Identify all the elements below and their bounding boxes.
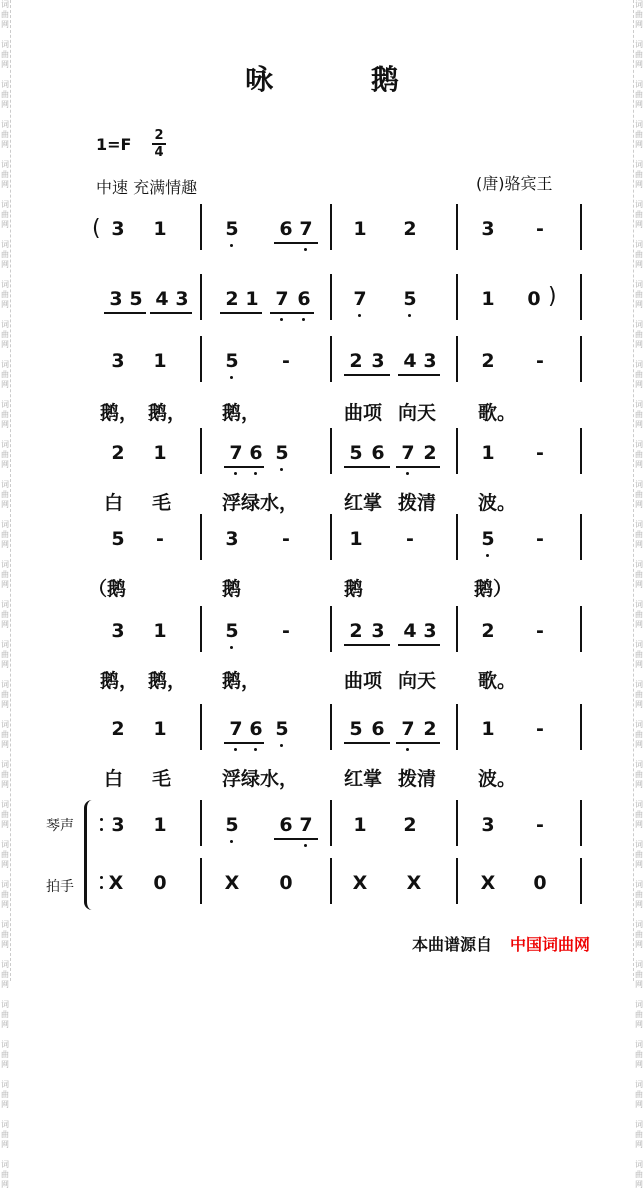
lyric: 向天 (398, 402, 437, 424)
lyric: 波。 (478, 768, 517, 790)
lyric: 曲项 (344, 402, 383, 424)
time-signature-top: 2 (154, 128, 164, 143)
note: 0 (527, 288, 541, 310)
tempo-marking: 中速 充满情趣 (96, 178, 198, 197)
bar-line (580, 428, 582, 474)
note: 3 (225, 528, 239, 550)
note: 3 (111, 218, 125, 240)
note: X (108, 872, 124, 894)
bar-line (330, 514, 332, 560)
note: 6 (249, 718, 263, 740)
beam-line (224, 742, 264, 744)
bar-line (580, 800, 582, 846)
octave-dot (406, 748, 409, 751)
lyric: 鹅， (100, 670, 139, 692)
octave-dot (230, 244, 233, 247)
note: - (406, 528, 414, 550)
bar-line (456, 858, 458, 904)
octave-dot (254, 748, 257, 751)
note: 4 (403, 620, 417, 642)
note: 3 (109, 288, 123, 310)
octave-dot (280, 744, 283, 747)
bar-line (200, 800, 202, 846)
lyric: 红掌 (344, 768, 383, 790)
lyric: 拨清 (398, 492, 437, 514)
octave-dot (304, 248, 307, 251)
note: - (536, 718, 544, 740)
note: - (282, 350, 290, 372)
note: X (352, 872, 368, 894)
note: 5 (225, 814, 239, 836)
footer-site: 中国词曲网 (510, 935, 591, 954)
beam-line (270, 312, 314, 314)
note: 1 (153, 350, 167, 372)
note: 1 (481, 442, 495, 464)
note: - (536, 620, 544, 642)
bar-line (456, 204, 458, 250)
beam-line (150, 312, 192, 314)
lyric: 波。 (478, 492, 517, 514)
note: 7 (353, 288, 367, 310)
note: 6 (279, 218, 293, 240)
note: 2 (481, 350, 495, 372)
lyric: 向天 (398, 670, 437, 692)
bar-line (580, 514, 582, 560)
beam-line (274, 838, 318, 840)
beam-line (396, 742, 440, 744)
note: 7 (401, 442, 415, 464)
note: 6 (279, 814, 293, 836)
lyric: 鹅， (222, 670, 261, 692)
repeat-dot (100, 886, 103, 889)
bar-line (580, 336, 582, 382)
lyric: 鹅， (100, 402, 139, 424)
lyric: 红掌 (344, 492, 383, 514)
time-signature-bottom: 4 (154, 145, 164, 160)
watermark-right: 词 曲 网 词 曲 网 词 曲 网 词 曲 网 词 曲 网 词 曲 网 词 曲 网 词 曲 网 词 曲 网 词 曲 网 词 曲 网 词 曲 网 词 曲 网 词 曲 网 词 曲 网 词 曲 网 词 曲 网 词 曲 网 词 曲 网 词 曲 网 词 曲 网 词 曲 网 词 曲 网 词 曲 网 词 曲 网 词 曲 网 词 曲 网 词 曲 网 词 曲 网 词 曲 网 (635, 0, 643, 1189)
note: - (536, 814, 544, 836)
system-brace (84, 800, 97, 910)
note: 0 (279, 872, 293, 894)
note: 2 (403, 814, 417, 836)
beam-line (344, 644, 390, 646)
note: 4 (155, 288, 169, 310)
lyric: 鹅 (222, 578, 242, 600)
open-paren: ( (92, 216, 101, 241)
note: 3 (423, 620, 437, 642)
lyric: 毛 (152, 768, 172, 790)
bar-line (330, 800, 332, 846)
octave-dot (254, 472, 257, 475)
octave-dot (234, 748, 237, 751)
bar-line (330, 606, 332, 652)
note: 6 (249, 442, 263, 464)
octave-dot (280, 468, 283, 471)
bar-line (200, 514, 202, 560)
bar-line (200, 428, 202, 474)
octave-dot (230, 646, 233, 649)
note: 5 (349, 442, 363, 464)
octave-dot (230, 840, 233, 843)
note: 3 (371, 350, 385, 372)
note: 1 (153, 620, 167, 642)
lyric: 歌。 (478, 670, 517, 692)
bar-line (330, 204, 332, 250)
note: 2 (349, 620, 363, 642)
octave-dot (234, 472, 237, 475)
bar-line (200, 704, 202, 750)
note: 7 (299, 814, 313, 836)
bar-line (200, 336, 202, 382)
note: 7 (229, 718, 243, 740)
note: 2 (423, 718, 437, 740)
lyric: 鹅， (222, 402, 261, 424)
note: 3 (111, 620, 125, 642)
note: - (282, 528, 290, 550)
bar-line (580, 858, 582, 904)
note: 2 (225, 288, 239, 310)
bar-line (330, 858, 332, 904)
note: 2 (403, 218, 417, 240)
note: 4 (403, 350, 417, 372)
note: 0 (533, 872, 547, 894)
bar-line (580, 704, 582, 750)
bar-line (456, 606, 458, 652)
note: 5 (129, 288, 143, 310)
bar-line (456, 704, 458, 750)
beam-line (220, 312, 262, 314)
note: 5 (481, 528, 495, 550)
lyric: 鹅， (148, 402, 187, 424)
note: 1 (481, 288, 495, 310)
bar-line (456, 336, 458, 382)
note: 5 (275, 718, 289, 740)
note: 5 (225, 620, 239, 642)
beam-line (224, 466, 264, 468)
note: 1 (245, 288, 259, 310)
octave-dot (358, 314, 361, 317)
note: 7 (229, 442, 243, 464)
bar-line (330, 704, 332, 750)
bar-line (456, 428, 458, 474)
beam-line (344, 466, 390, 468)
note: X (406, 872, 422, 894)
note: 7 (401, 718, 415, 740)
beam-line (104, 312, 146, 314)
bar-line (200, 204, 202, 250)
bar-line (456, 514, 458, 560)
lyric: 歌。 (478, 402, 517, 424)
note: 5 (349, 718, 363, 740)
bar-line (580, 606, 582, 652)
note: 2 (111, 718, 125, 740)
note: 3 (481, 218, 495, 240)
lyric: 曲项 (344, 670, 383, 692)
note: 2 (481, 620, 495, 642)
lyric: 浮绿水， (222, 768, 299, 790)
repeat-dot (100, 876, 103, 879)
note: X (224, 872, 240, 894)
note: 3 (111, 350, 125, 372)
note: 6 (297, 288, 311, 310)
note: 3 (111, 814, 125, 836)
note: 5 (111, 528, 125, 550)
beam-line (274, 242, 318, 244)
note: 6 (371, 718, 385, 740)
note: 3 (481, 814, 495, 836)
note: 0 (153, 872, 167, 894)
bar-line (580, 274, 582, 320)
note: X (480, 872, 496, 894)
close-paren: ) (548, 284, 557, 309)
note: 1 (353, 814, 367, 836)
lyric: 鹅 (344, 578, 364, 600)
beam-line (398, 374, 440, 376)
bar-line (200, 606, 202, 652)
note: - (536, 442, 544, 464)
bar-line (456, 800, 458, 846)
octave-dot (408, 314, 411, 317)
beam-line (398, 644, 440, 646)
note: 2 (423, 442, 437, 464)
time-signature (152, 128, 166, 160)
lyric: 拨清 (398, 768, 437, 790)
note: 2 (349, 350, 363, 372)
note: - (156, 528, 164, 550)
octave-dot (230, 376, 233, 379)
bar-line (200, 274, 202, 320)
note: 5 (225, 350, 239, 372)
lyric: 毛 (152, 492, 172, 514)
octave-dot (304, 844, 307, 847)
author: (唐)骆宾王 (476, 174, 553, 193)
lyric: 白 (104, 492, 124, 514)
note: 7 (299, 218, 313, 240)
note: - (536, 350, 544, 372)
note: 5 (403, 288, 417, 310)
note: - (536, 218, 544, 240)
watermark-left: 词 曲 网 词 曲 网 词 曲 网 词 曲 网 词 曲 网 词 曲 网 词 曲 网 词 曲 网 词 曲 网 词 曲 网 词 曲 网 词 曲 网 词 曲 网 词 曲 网 词 曲 网 词 曲 网 词 曲 网 词 曲 网 词 曲 网 词 曲 网 词 曲 网 词 曲 网 词 曲 网 词 曲 网 词 曲 网 词 曲 网 词 曲 网 词 曲 网 词 曲 网 词 曲 网 (1, 0, 9, 1189)
note: 5 (225, 218, 239, 240)
note: 5 (275, 442, 289, 464)
bar-line (200, 858, 202, 904)
note: 1 (153, 442, 167, 464)
note: 1 (481, 718, 495, 740)
lyric: 浮绿水， (222, 492, 299, 514)
lyric: 鹅， (148, 670, 187, 692)
bar-line (580, 204, 582, 250)
instrument-label-clap: 拍手 (46, 879, 74, 895)
lyric: 鹅） (474, 578, 513, 600)
note: 3 (175, 288, 189, 310)
footer (412, 932, 590, 955)
repeat-dot (100, 818, 103, 821)
beam-line (396, 466, 440, 468)
octave-dot (486, 554, 489, 557)
note: 2 (111, 442, 125, 464)
lyric: 白 (104, 768, 124, 790)
song-title: 咏 鹅 (245, 63, 443, 96)
note: 3 (423, 350, 437, 372)
key-signature: 1=F (96, 135, 132, 154)
octave-dot (280, 318, 283, 321)
bar-line (330, 428, 332, 474)
note: 3 (371, 620, 385, 642)
footer-source: 本曲谱源自 (412, 935, 493, 954)
note: 1 (349, 528, 363, 550)
note: 1 (353, 218, 367, 240)
beam-line (344, 374, 390, 376)
bar-line (330, 274, 332, 320)
octave-dot (406, 472, 409, 475)
note: 6 (371, 442, 385, 464)
note: 1 (153, 718, 167, 740)
repeat-dot (100, 828, 103, 831)
note: - (536, 528, 544, 550)
instrument-label-piano: 琴声 (46, 818, 74, 834)
note: - (282, 620, 290, 642)
beam-line (344, 742, 390, 744)
octave-dot (302, 318, 305, 321)
lyric: （鹅 (88, 578, 127, 600)
note: 7 (275, 288, 289, 310)
note: 1 (153, 814, 167, 836)
note: 1 (153, 218, 167, 240)
bar-line (456, 274, 458, 320)
bar-line (330, 336, 332, 382)
